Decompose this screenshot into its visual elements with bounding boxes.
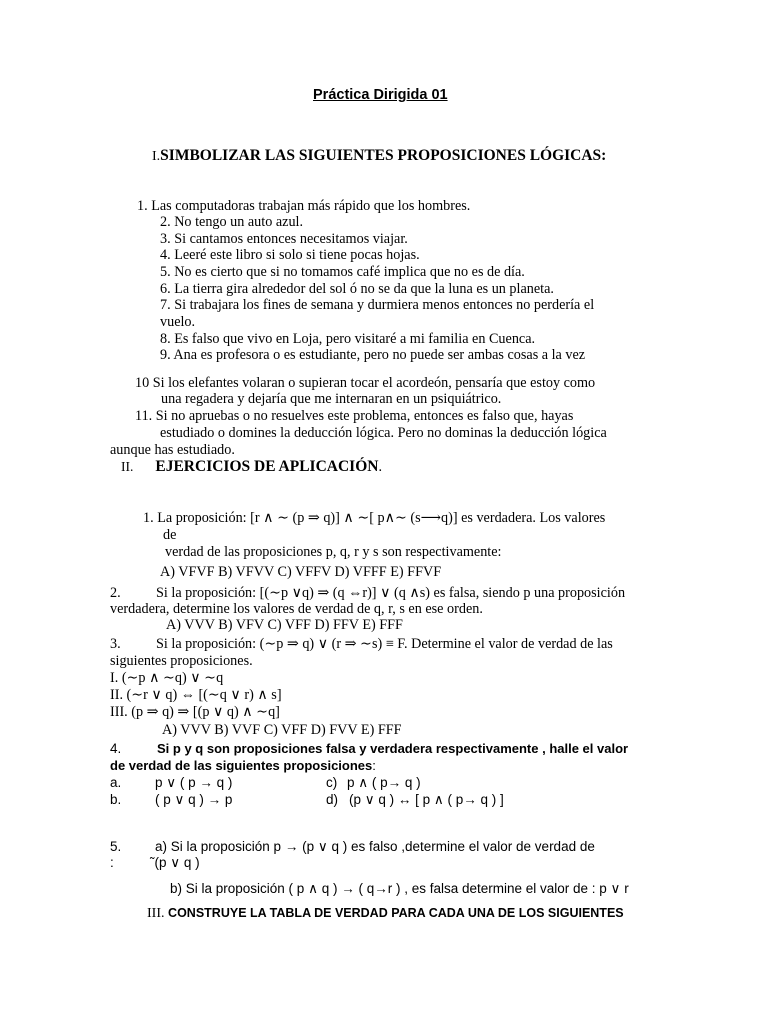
exercise-text: La proposición: [r ∧ ∼ (p ⇒ q)] ∧ ∼[ p∧∼ (s⟶q)] es verdadera. Los valores [157,510,606,526]
exercise-text [110,757,376,774]
exercise-subitem: I. (∼p ∧ ∼q) ∨ ∼q [110,670,224,686]
list-item-continued: aunque has estudiado. [110,442,235,458]
exercise-text-bold: de verdad de las siguientes proposiciones [110,758,373,773]
section2-title: EJERCICIOS DE APLICACIÓN [155,458,379,475]
exercise-text-end: : [372,758,376,773]
page-title: Práctica Dirigida 01 [313,87,448,103]
list-item: 1. Las computadoras trabajan más rápido que los hombres. [137,198,471,214]
exercise-text: : [110,855,114,870]
list-item: 10 Si los elefantes volaran o supieran tocar el acordeón, pensaría que estoy como [135,375,596,391]
list-item: 4. Leeré este libro si solo si tiene pocas hojas. [160,247,420,263]
section2-numeral: II. [121,459,134,474]
exercise-text: siguientes proposiciones. [110,653,253,669]
list-item-continued: vuelo. [160,314,196,330]
section1-numeral: I. [152,149,161,164]
list-item: 2. No tengo un auto azul. [160,214,304,230]
exercise-text: de [163,527,177,543]
exercise-number: 5. [110,839,122,854]
exercise-number: 1. [143,510,154,526]
exercise-subitem: III. (p ⇒ q) ⇒ [(p ∨ q) ∧ ∼q] [110,704,280,720]
exercise-text: Si la proposición: (∼p ⇒ q) ∨ (r ⇒ ∼s) ≡ F. Determine el valor de verdad de las [156,636,613,652]
list-item: 5. No es cierto que si no tomamos café implica que no es de día. [160,264,525,280]
section2-title-end: . [378,459,382,475]
exercise-text: Si p y q son proposiciones falsa y verdadera respectivamente , halle el valor [157,741,629,756]
exercise-1 [143,510,605,527]
list-item: 9. Ana es profesora o es estudiante, pero no puede ser ambas cosas a la vez [160,347,586,363]
section1-title: SIMBOLIZAR LAS SIGUIENTES PROPOSICIONES LÓGICAS: [160,147,607,164]
exercise-text: b) Si la proposición ( p ∧ q ) → ( q→r ) , es falsa determine el valor de : p ∨ r [170,881,629,896]
option-expression: p ∨ ( p → q ) [155,775,233,790]
exercise-text: ˜(p ∨ q ) [150,855,200,870]
exercise-text: a) Si la proposición p → (p ∨ q ) es falso ,determine el valor de verdad de [155,839,595,854]
option-label: c) [326,775,338,790]
option-expression: ( p ∨ q ) → p [155,792,233,807]
exercise-text: verdad de las proposiciones p, q, r y s son respectivamente: [165,544,502,560]
exercise-options: A) VVV B) VVF C) VFF D) FVV E) FFF [162,722,402,738]
option-label: b. [110,792,122,807]
list-item: 8. Es falso que vivo en Loja, pero visitaré a mi familia en Cuenca. [160,331,536,347]
section3-heading [147,905,624,922]
list-item: 7. Si trabajara los fines de semana y durmiera menos entonces no perdería el [160,297,595,313]
exercise-options: A) VVV B) VFV C) VFF D) FFV E) FFF [166,617,403,633]
list-item-continued: una regadera y dejaría que me internaran en un psiquiátrico. [161,391,502,407]
exercise-text: Si la proposición: [(∼p ∨q) ⇒ (q ⇔r)] ∨ (q ∧s) es falsa, siendo p una proposición [156,585,626,601]
option-expression: p ∧ ( p→ q ) [347,775,421,790]
exercise-number: 4. [110,741,122,756]
section1-heading [152,147,606,165]
exercise-subitem: II. (∼r ∨ q) ⇔ [(∼q ∨ r) ∧ s] [110,687,282,703]
exercise-number: 3. [110,636,121,652]
list-item-continued: estudiado o domines la deducción lógica. Pero no dominas la deducción lógica [160,425,607,441]
option-label: a. [110,775,122,790]
exercise-options: A) VFVF B) VFVV C) VFFV D) VFFF E) FFVF [160,564,442,580]
list-item: 3. Si cantamos entonces necesitamos viajar. [160,231,408,247]
option-expression: (p ∨ q ) ↔ [ p ∧ ( p→ q ) ] [349,792,504,807]
section3-title: CONSTRUYE LA TABLA DE VERDAD PARA CADA UNA DE LOS SIGUIENTES [168,906,624,920]
exercise-text: verdadera, determine los valores de verdad de q, r, s en ese orden. [110,601,483,617]
section3-numeral: III. [147,906,165,921]
list-item: 11. Si no apruebas o no resuelves este problema, entonces es falso que, hayas [135,408,574,424]
list-item: 6. La tierra gira alrededor del sol ó no se da que la luna es un planeta. [160,281,554,297]
option-label: d) [326,792,339,807]
exercise-number: 2. [110,585,121,601]
section2-heading [121,458,382,476]
